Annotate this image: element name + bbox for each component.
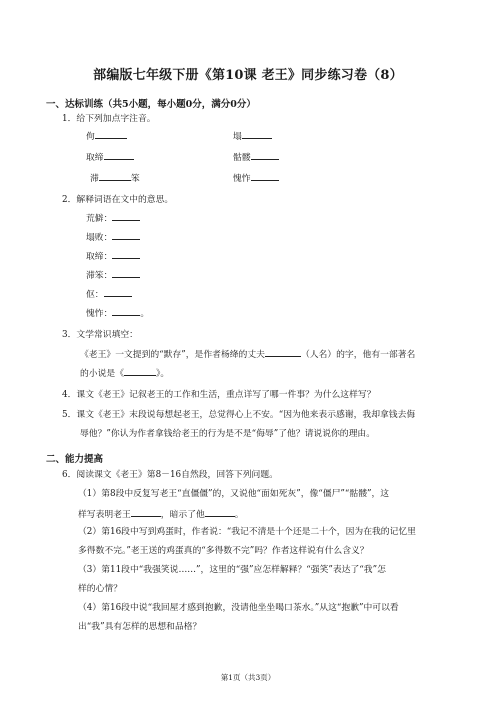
q2-item: 荒僻： <box>86 211 140 225</box>
q5-line1: 5．课文《老王》末段说每想起老王，总觉得心上不安。“因为他来表示感谢，我却拿钱去侮 <box>62 410 416 420</box>
q2-item: 伛： <box>86 287 132 301</box>
q2-prompt: 2．解释词语在文中的意思。 <box>62 195 174 205</box>
q1-item: 愧怍 <box>233 171 279 185</box>
q6-sub3-line1: （3）第11段中“我强笑说……”，这里的“强”应怎样解释？“强笑”表达了“我”怎 <box>78 565 386 575</box>
section-heading-1: 一、达标训练（共5小题，每小题0分，满分0分） <box>46 99 256 110</box>
q6-prompt: 6．阅读课文《老王》第8－16自然段，回答下列问题。 <box>62 470 278 480</box>
q3-prompt: 3．文学常识填空： <box>62 330 138 340</box>
q6-sub1-line1: （1）第8段中反复写老王“直僵僵”的，又说他“面如死灰”，像“僵尸”“骷髅”，这 <box>78 489 390 499</box>
q1-item: 骷髅 <box>233 150 279 164</box>
q6-sub3-line2: 样的心情？ <box>78 584 122 594</box>
q1-prompt: 1．给下列加点字注音。 <box>62 114 156 124</box>
q1-item: 取缔 <box>86 150 134 164</box>
q6-sub2-line2: 多得数不完。”老王送的鸡蛋真的“多得数不完”吗？作者这样说有什么含义？ <box>78 546 369 556</box>
page-title: 部编版七年级下册《第10课 老王》同步练习卷（8） <box>93 68 403 83</box>
q2-item: 取缔： <box>86 249 140 263</box>
q1-item: 滞 笨 <box>90 171 140 185</box>
section-heading-2: 二、能力提高 <box>46 454 104 465</box>
q2-item: 滞笨： <box>86 268 140 282</box>
q1-item: 塌 <box>233 129 272 143</box>
q6-sub4-line2: 出“我”具有怎样的思想和品格？ <box>78 622 202 632</box>
q5-line2: 辱他？”你认为作者拿钱给老王的行为是不是“侮辱”了他？请说说你的理由。 <box>80 429 375 439</box>
q1-item: 佝 <box>86 129 127 143</box>
q3-line: 《老王》一文提到的“默存”，是作者杨绛的丈夫 （人名）的字，他有一部著名 <box>80 347 415 361</box>
page-footer: 第1页（共3页） <box>220 673 276 682</box>
q2-item: 塌败： <box>86 230 140 244</box>
q4-prompt: 4．课文《老王》记叙老王的工作和生活，重点详写了哪一件事？为什么这样写？ <box>62 390 376 400</box>
q6-sub1-line2: 样写表明老王 ，暗示了他 。 <box>78 507 244 521</box>
q6-sub4-line1: （4）第16段中说“我回屋才感到抱歉，没请他坐坐喝口茶水。”从这“抱歉”中可以看 <box>78 603 399 613</box>
q6-sub2-line1: （2）第16段中写到鸡蛋时，作者说：“我记不清是十个还是二十个，因为在我的记忆里 <box>78 527 416 537</box>
q3-line: 的小说是《 》。 <box>80 366 169 380</box>
q2-item: 愧怍： 。 <box>86 306 149 320</box>
